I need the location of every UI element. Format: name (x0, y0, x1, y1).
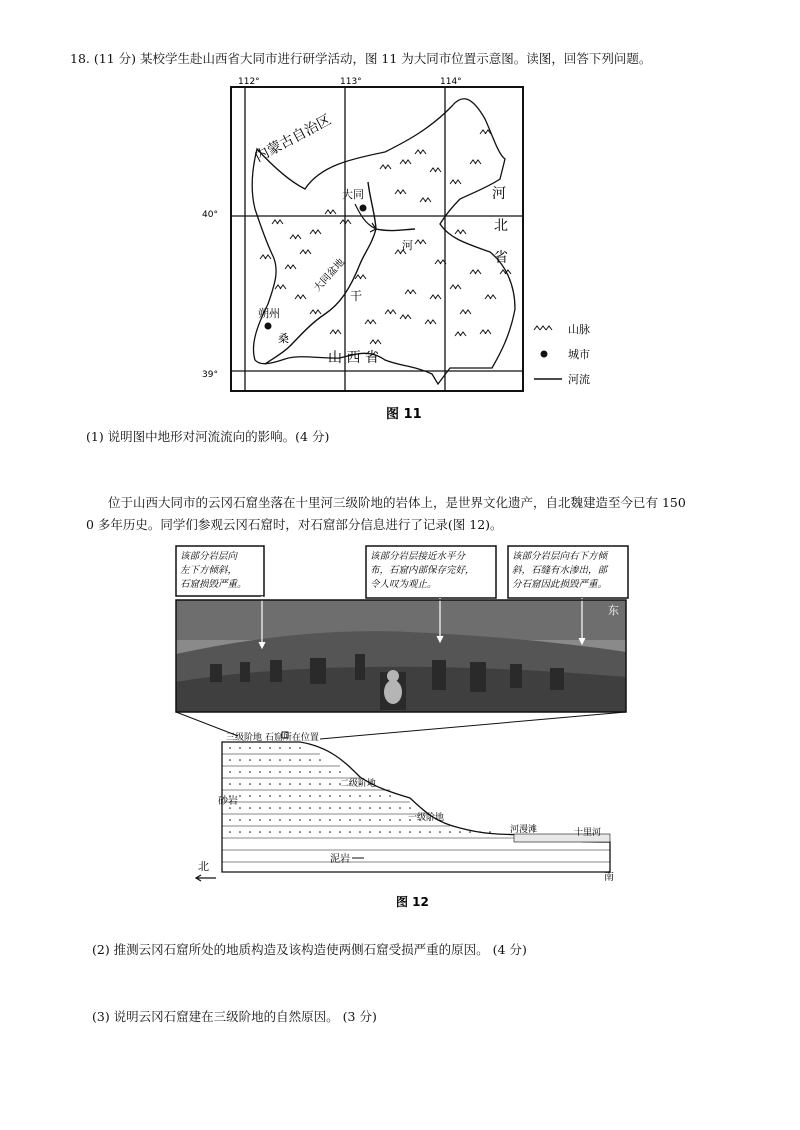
sandstone-dot (299, 807, 301, 809)
mountain-icon (455, 230, 466, 234)
sandstone-dot (389, 795, 391, 797)
map-frame (231, 87, 523, 391)
sandstone-dot (269, 831, 271, 833)
sandstone-dot (469, 831, 471, 833)
sandstone-dot (279, 783, 281, 785)
note-left-text: 该部分岩层向 左下方倾斜， 石窟损毁严重。 (180, 551, 247, 590)
east-label: 东 (608, 604, 619, 617)
mountain-icon (450, 180, 461, 184)
legend-city-label: 城市 (568, 348, 590, 361)
label-basin: 大同盆地 (312, 256, 347, 295)
sandstone-dot (239, 807, 241, 809)
legend-mountain-label: 山脉 (568, 323, 590, 336)
sandstone-dot (289, 747, 291, 749)
sandstone-dot (359, 819, 361, 821)
mountain-icon (365, 320, 376, 324)
mountain-icon (395, 190, 406, 194)
sandstone-dot (339, 771, 341, 773)
sandstone-dot (389, 807, 391, 809)
sandstone-dot (319, 807, 321, 809)
sandstone-dot (379, 795, 381, 797)
sandstone-dot (289, 783, 291, 785)
label-floodplain: 河漫滩 (510, 825, 538, 835)
sandstone-dot (229, 783, 231, 785)
sandstone-dot (289, 795, 291, 797)
lat-label-39: 39° (202, 370, 218, 380)
sandstone-dot (329, 783, 331, 785)
mountain-icon (400, 315, 411, 319)
lat-label-40: 40° (202, 210, 218, 220)
sandstone-dot (399, 819, 401, 821)
sandstone-dot (279, 831, 281, 833)
sandstone-dot (399, 807, 401, 809)
sandstone-dot (309, 819, 311, 821)
city-datong-label: 大同 (342, 188, 364, 201)
cross-section-profile (222, 742, 610, 872)
mountain-icon (455, 332, 466, 336)
sandstone-dot (249, 783, 251, 785)
sandstone-dot (229, 747, 231, 749)
mountain-icon (385, 310, 396, 314)
sandstone-dot (379, 819, 381, 821)
sandstone-dot (249, 831, 251, 833)
sandstone-dot (349, 819, 351, 821)
sandstone-dot (369, 819, 371, 821)
sandstone-dot (309, 807, 311, 809)
sandstone-dot (319, 771, 321, 773)
mountain-icon (470, 160, 481, 164)
sandstone-dot (299, 747, 301, 749)
sandstone-dot (319, 819, 321, 821)
sandstone-dot (239, 795, 241, 797)
sandstone-dot (279, 771, 281, 773)
city-datong-dot (360, 205, 367, 212)
sandstone-dot (319, 759, 321, 761)
sandstone-dot (309, 783, 311, 785)
label-river-sang: 桑 (278, 332, 289, 345)
sandstone-dot (229, 771, 231, 773)
note-right-text: 该部分岩层向右下方倾 斜，石缝有水渗出，部 分石窟因此损毁严重。 (512, 551, 608, 590)
mountain-icon (275, 285, 286, 289)
legend-mountain-icon (534, 326, 552, 330)
sandstone-dot (259, 795, 261, 797)
sandstone-dot (319, 831, 321, 833)
intro-line-2: 0 多年历史。同学们参观云冈石窟时，对石窟部分信息进行了记录(图 12)。 (86, 517, 503, 532)
sandstone-dot (239, 759, 241, 761)
label-terrace-2: 二级阶地 (340, 779, 377, 789)
mountain-icon (470, 270, 481, 274)
sandstone-dot (439, 831, 441, 833)
sandstone-dot (269, 759, 271, 761)
mountain-icon (300, 250, 311, 254)
label-hebei-bei: 北 (494, 218, 508, 234)
sandstone-dot (299, 831, 301, 833)
sandstone-dot (299, 771, 301, 773)
sandstone-dot (249, 819, 251, 821)
sandstone-dot (239, 831, 241, 833)
sandstone-dot (249, 747, 251, 749)
mountain-icon (415, 150, 426, 154)
sandstone-dot (249, 771, 251, 773)
label-river-he: 河 (402, 239, 413, 252)
sandstone-dot (399, 831, 401, 833)
sandstone-dot (479, 831, 481, 833)
label-river: 十里河 (574, 828, 602, 838)
label-hebei-he: 河 (492, 186, 506, 202)
sandstone-dot (379, 807, 381, 809)
sandstone-dot (229, 819, 231, 821)
sandstone-dot (369, 831, 371, 833)
legend-dot-icon (541, 351, 548, 358)
mountain-icon (480, 330, 491, 334)
lon-label-112: 112° (238, 77, 260, 87)
sandstone-dot (289, 759, 291, 761)
sandstone-dot (309, 759, 311, 761)
sandstone-dot (249, 807, 251, 809)
sandstone-dot (299, 819, 301, 821)
sandstone-dot (349, 831, 351, 833)
mountain-icon (415, 240, 426, 244)
sandstone-dot (279, 759, 281, 761)
intro-line-1: 位于山西大同市的云冈石窟坐落在十里河三级阶地的岩体上，是世界文化遗产，自北魏建造至今已有 150 (108, 495, 686, 510)
sandstone-dot (289, 807, 291, 809)
mountain-icon (405, 290, 416, 294)
sandstone-dot (419, 831, 421, 833)
mountain-icon (285, 265, 296, 269)
sandstone-dot (359, 795, 361, 797)
mountain-icon (290, 235, 301, 239)
legend-river-label: 河流 (568, 373, 590, 386)
sandstone-dot (339, 831, 341, 833)
label-south: 南 (604, 872, 614, 883)
label-river-gan: 干 (350, 289, 363, 303)
sandstone-dot (459, 831, 461, 833)
sandstone-dot (289, 831, 291, 833)
sandstone-dot (279, 819, 281, 821)
lon-label-113: 113° (340, 77, 362, 87)
sandstone-dot (329, 771, 331, 773)
sandstone-dot (449, 831, 451, 833)
sandstone-dot (369, 795, 371, 797)
sandstone-dot (279, 807, 281, 809)
sandstone-dot (259, 831, 261, 833)
lon-label-114: 114° (440, 77, 462, 87)
sandstone-dot (329, 831, 331, 833)
sandstone-dot (319, 783, 321, 785)
sandstone-dot (389, 819, 391, 821)
sandstone-dot (289, 819, 291, 821)
city-shuozhou-label: 朔州 (258, 307, 280, 320)
sandstone-dot (289, 771, 291, 773)
sandstone-dot (269, 771, 271, 773)
sandstone-dot (239, 783, 241, 785)
mountain-icon (325, 210, 336, 214)
sandstone-dot (379, 831, 381, 833)
mountain-icon (430, 168, 441, 172)
sandstone-dot (279, 747, 281, 749)
mountain-icon (330, 330, 341, 334)
label-grotto-position: 三级阶地 石窟所在位置 (226, 733, 319, 743)
mountain-icon (400, 160, 411, 164)
sandstone-dot (359, 807, 361, 809)
sandstone-dot (299, 759, 301, 761)
sandstone-dot (369, 807, 371, 809)
mountain-icon (355, 275, 366, 279)
sandstone-dot (339, 795, 341, 797)
sandstone-dot (329, 819, 331, 821)
sandstone-dot (409, 831, 411, 833)
sandstone-dot (259, 759, 261, 761)
sandstone-dot (409, 807, 411, 809)
sandstone-dot (349, 795, 351, 797)
sandstone-dot (339, 819, 341, 821)
sandstone-dot (229, 807, 231, 809)
sub-question-1: (1) 说明图中地形对河流流向的影响。(4 分) (86, 429, 330, 444)
sandstone-dot (309, 831, 311, 833)
mountain-icon (425, 320, 436, 324)
sandstone-dot (349, 807, 351, 809)
sandstone-dot (259, 771, 261, 773)
map-legend (534, 323, 590, 386)
sub-question-3: (3) 说明云冈石窟建在三级阶地的自然原因。 (3 分) (92, 1009, 377, 1024)
sandstone-dot (249, 795, 251, 797)
sandstone-dot (309, 795, 311, 797)
mountain-icon (420, 198, 431, 202)
mountain-icon (272, 220, 283, 224)
sandstone-dot (359, 831, 361, 833)
mountain-icon (485, 295, 496, 299)
mountain-icon (310, 310, 321, 314)
sandstone-dot (269, 819, 271, 821)
mountain-icon (310, 230, 321, 234)
mountain-icon (380, 165, 391, 169)
note-middle-text: 该部分岩层接近水平分 布，石窟内部保存完好， 令人叹为观止。 (370, 551, 475, 590)
sandstone-dot (239, 747, 241, 749)
mountain-icon (450, 285, 461, 289)
label-hebei-sheng: 省 (494, 250, 508, 266)
sandstone-dot (229, 831, 231, 833)
sandstone-dot (249, 759, 251, 761)
sandstone-dot (339, 807, 341, 809)
mountain-icon (260, 255, 271, 259)
sandstone-dot (299, 783, 301, 785)
sandstone-dot (429, 831, 431, 833)
sandstone-dot (279, 795, 281, 797)
figure-12-caption: 图 12 (396, 895, 429, 909)
question-18-stem: 18. (11 分) 某校学生赴山西省大同市进行研学活动，图 11 为大同市位置示意图。读图，回答下列问题。 (70, 51, 652, 66)
mountain-icon (295, 295, 306, 299)
figure-11-map (200, 74, 620, 426)
label-mudstone: 泥岩 (330, 854, 350, 865)
sandstone-dot (269, 747, 271, 749)
sandstone-dot (299, 795, 301, 797)
sandstone-dot (269, 807, 271, 809)
sandstone-dot (259, 747, 261, 749)
sandstone-dot (259, 783, 261, 785)
sandstone-dot (489, 831, 491, 833)
label-sandstone: 砂岩 (218, 796, 238, 807)
label-shanxi: 山 西 省 (328, 350, 379, 366)
sandstone-dot (269, 795, 271, 797)
tributary-river (376, 229, 415, 231)
sandstone-dot (269, 783, 271, 785)
sandstone-dot (239, 771, 241, 773)
figure-12-grotto (170, 542, 630, 914)
sandstone-dot (309, 771, 311, 773)
figure-11-caption: 图 11 (386, 407, 422, 422)
mountain-icon (430, 295, 441, 299)
sandstone-dot (239, 819, 241, 821)
sandstone-dot (259, 819, 261, 821)
label-inner-mongolia: 内蒙古自治区 (252, 111, 335, 166)
label-north: 北 (198, 860, 209, 873)
sandstone-dot (389, 831, 391, 833)
sandstone-dot (329, 795, 331, 797)
mountain-icon (370, 340, 381, 344)
label-terrace-1: 一级阶地 (408, 813, 445, 823)
sub-question-2: (2) 推测云冈石窟所处的地质构造及该构造使两侧石窟受损严重的原因。 (4 分) (92, 942, 527, 957)
mountain-icon (460, 310, 471, 314)
sandstone-dot (229, 759, 231, 761)
sandstone-dot (259, 807, 261, 809)
city-shuozhou-dot (265, 323, 272, 330)
sandstone-dot (329, 807, 331, 809)
sandstone-dot (319, 795, 321, 797)
mountain-symbols (260, 130, 511, 344)
